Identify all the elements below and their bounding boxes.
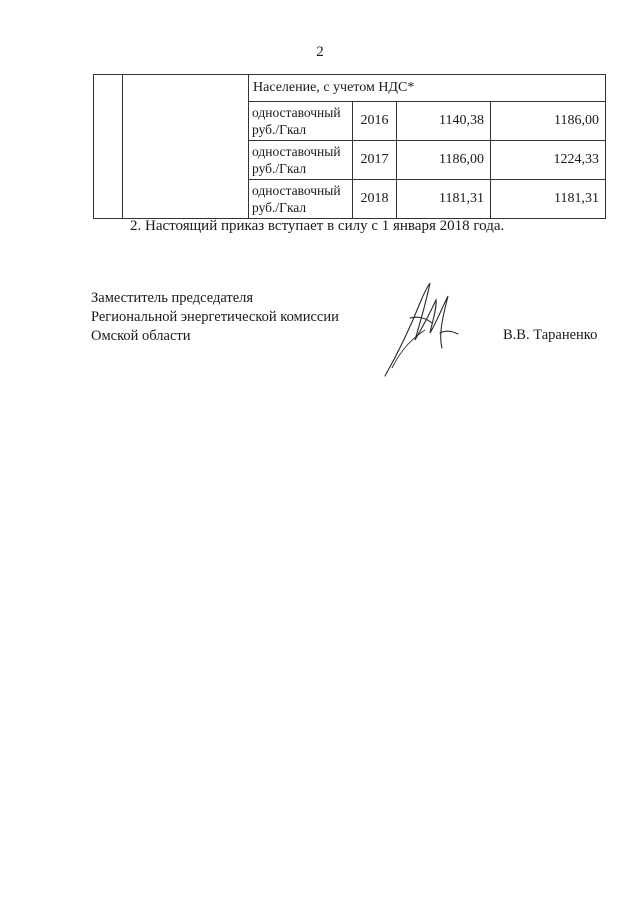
year-cell: 2017: [353, 141, 397, 180]
value2-cell: 1186,00: [491, 102, 606, 141]
tariff-table: [93, 74, 606, 219]
value1-cell: 1186,00: [397, 141, 491, 180]
unit-cell: [249, 102, 353, 141]
year-cell: 2018: [353, 180, 397, 219]
unit-line1: одноставочный: [252, 144, 341, 159]
position-line: Омской области: [91, 328, 191, 344]
year-cell: 2016: [353, 102, 397, 141]
unit-cell: [249, 180, 353, 219]
value1-cell: 1181,31: [397, 180, 491, 219]
position-line: Заместитель председателя: [91, 290, 254, 306]
unit-line1: одноставочный: [252, 105, 341, 120]
page-number: 2: [316, 44, 324, 60]
unit-line1: одноставочный: [252, 183, 341, 198]
unit-line2: руб./Гкал: [252, 200, 307, 215]
table-cell-empty: [123, 75, 249, 219]
signatory-name: В.В. Тараненко: [503, 327, 598, 343]
table-row-group-header: [94, 75, 606, 102]
unit-line2: руб./Гкал: [252, 161, 307, 176]
signatory-position: [91, 289, 339, 346]
value2-cell: 1224,33: [491, 141, 606, 180]
position-line: Региональной энергетической комиссии: [91, 309, 339, 325]
value2-cell: 1181,31: [491, 180, 606, 219]
handwritten-signature: [380, 278, 470, 383]
value1-cell: 1140,38: [397, 102, 491, 141]
table-cell-empty: [94, 75, 123, 219]
unit-cell: [249, 141, 353, 180]
order-clause: 2. Настоящий приказ вступает в силу с 1 января 2018 года.: [130, 218, 505, 234]
unit-line2: руб./Гкал: [252, 122, 307, 137]
group-header-cell: Население, с учетом НДС*: [249, 75, 606, 102]
